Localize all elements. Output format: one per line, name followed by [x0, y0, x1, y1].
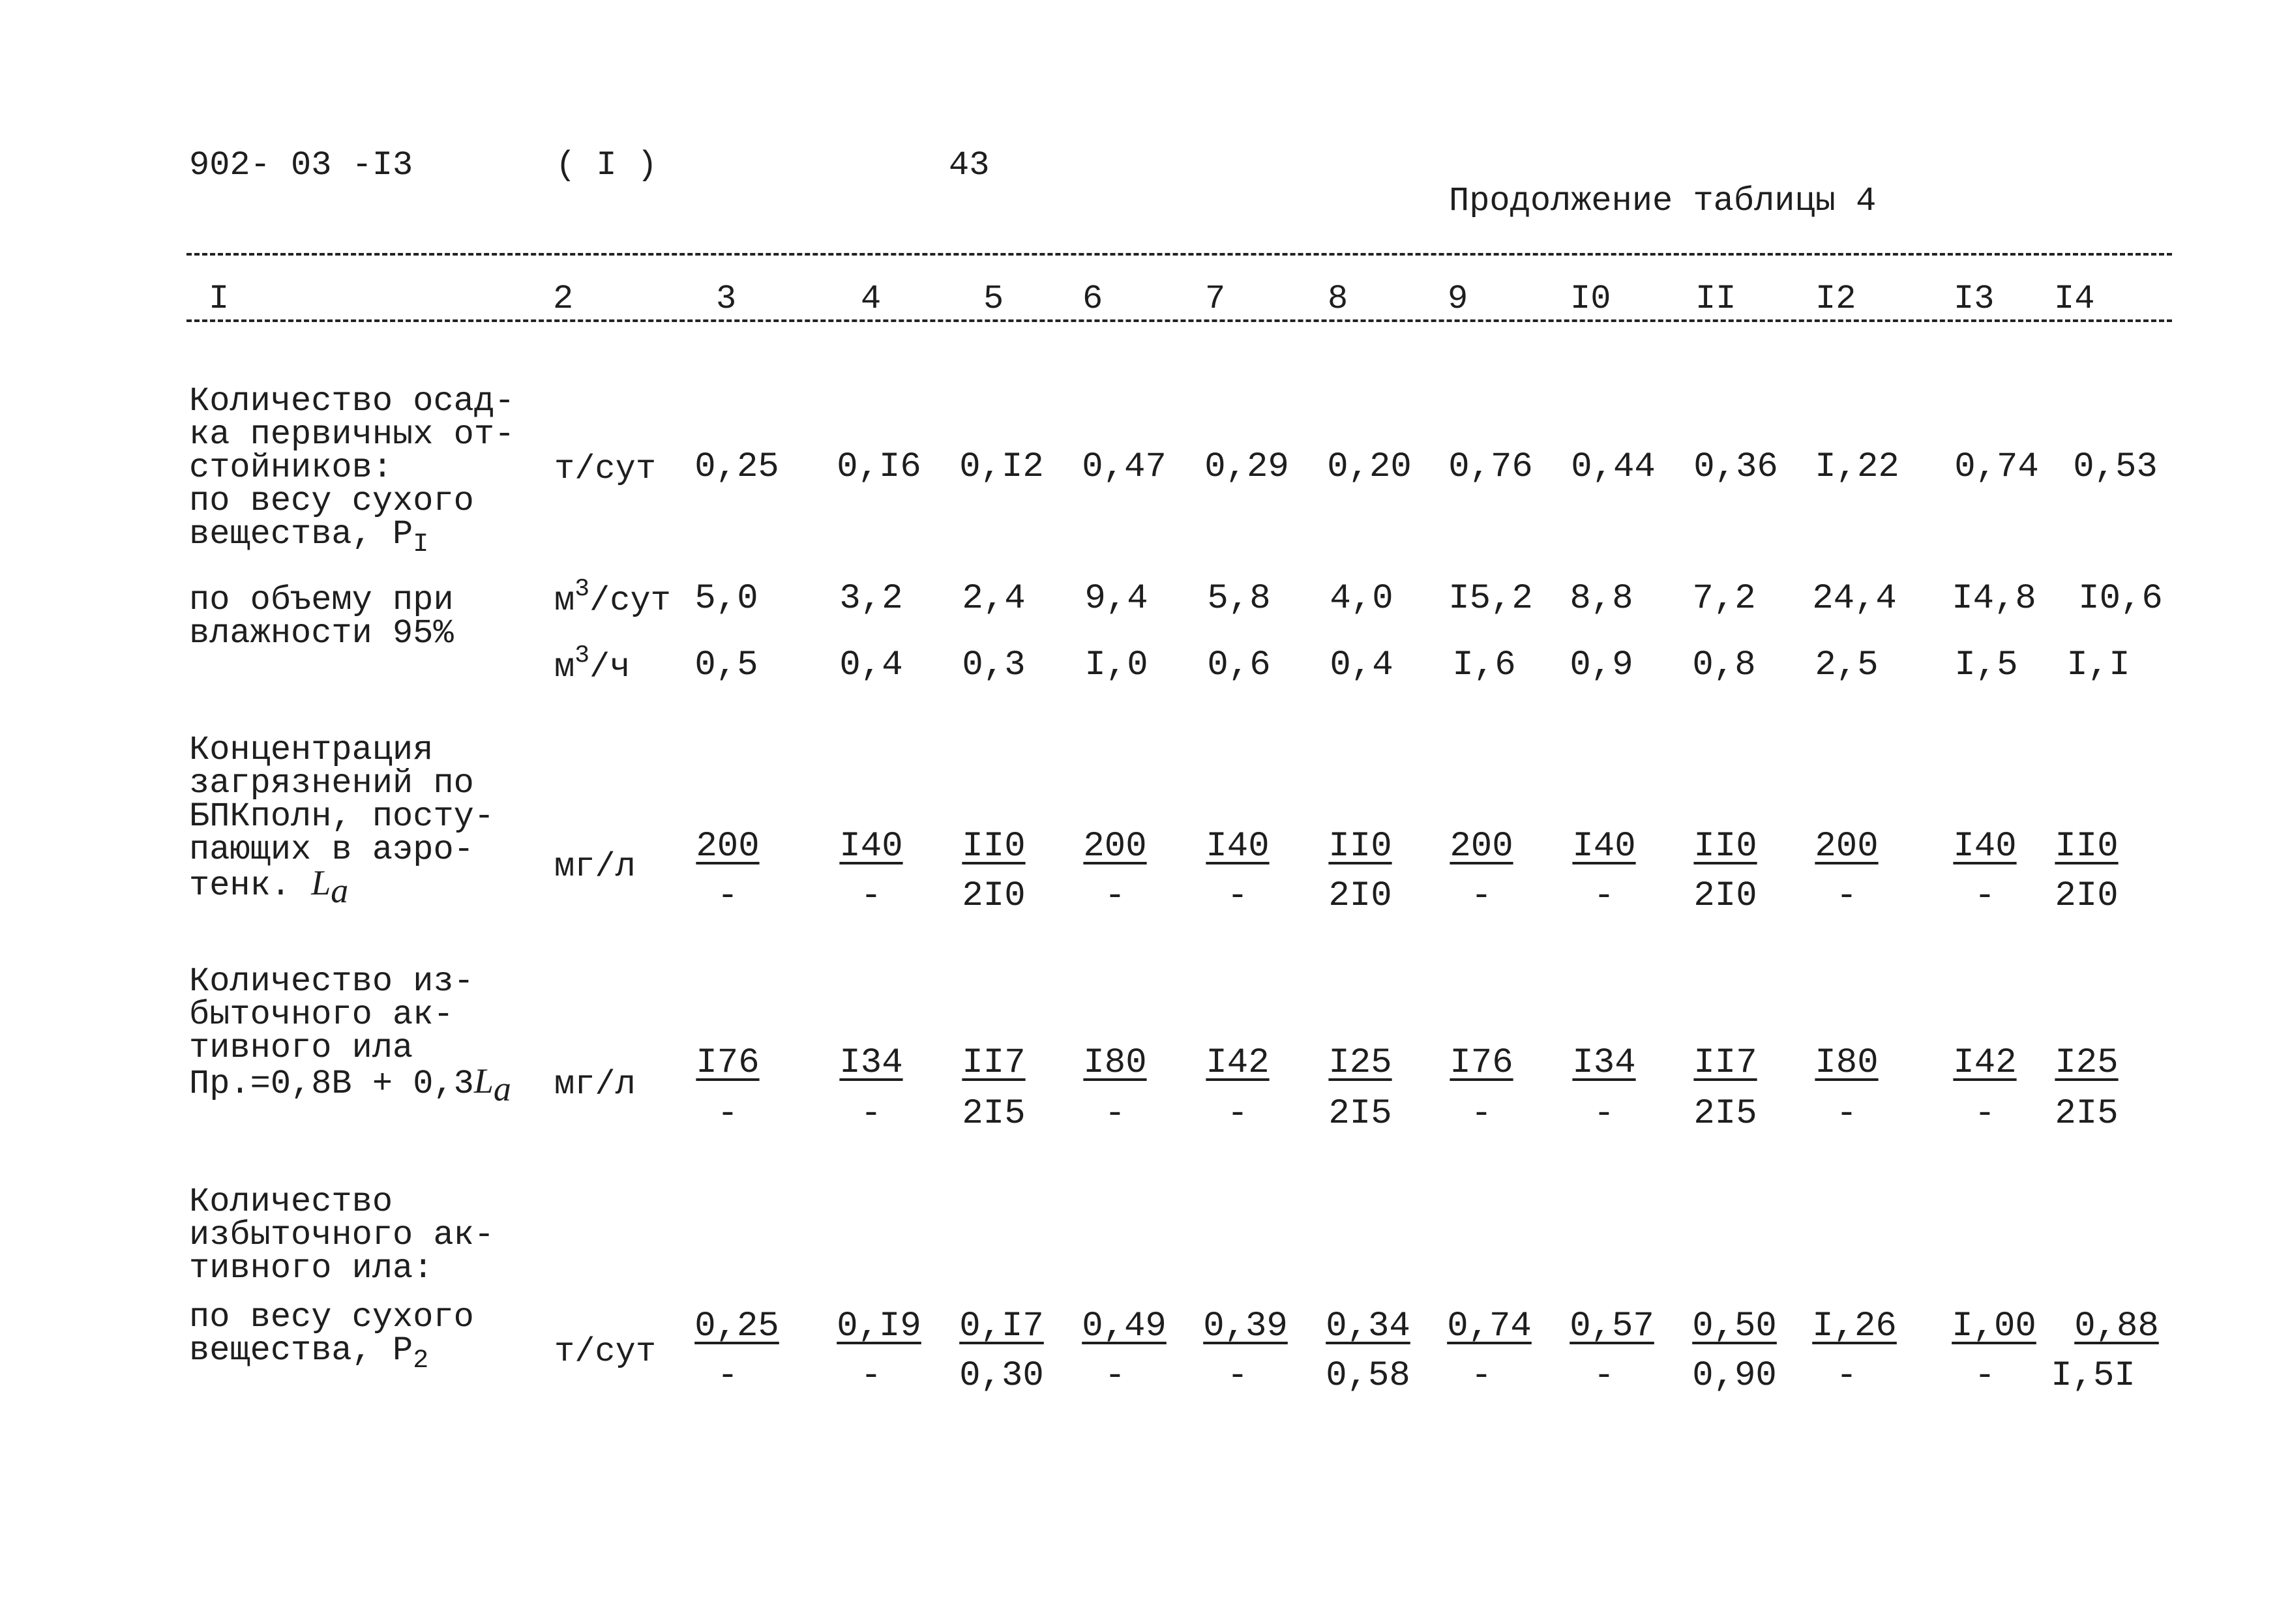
- column-number: 4: [861, 280, 882, 318]
- fraction-denominator: -: [1593, 876, 1615, 916]
- fraction-denominator: I,5I: [2051, 1356, 2136, 1396]
- fraction-denominator: -: [1836, 876, 1858, 916]
- column-number: I0: [1570, 280, 1611, 318]
- fraction-numerator: I25: [2055, 1043, 2119, 1083]
- fraction-numerator: I42: [1953, 1043, 2017, 1083]
- fraction-denominator: 2I5: [2055, 1094, 2119, 1134]
- fraction-denominator: 0,58: [1326, 1356, 1410, 1396]
- label-subscript: 2: [413, 1346, 429, 1376]
- fraction-numerator: 0,50: [1692, 1307, 1777, 1346]
- fraction-numerator: I,00: [1952, 1307, 2036, 1346]
- table-cell: I,6: [1452, 645, 1516, 685]
- fraction-denominator: -: [1974, 876, 1996, 916]
- fraction-denominator: 2I0: [962, 876, 1026, 916]
- label-line: влажности 95%: [189, 614, 454, 653]
- fraction-denominator: 0,90: [1692, 1356, 1777, 1396]
- fraction-denominator: -: [1104, 876, 1126, 916]
- fraction-denominator: -: [1104, 1356, 1126, 1396]
- table-cell: 0,20: [1327, 447, 1412, 487]
- fraction-numerator: I76: [1450, 1043, 1513, 1083]
- table-cell: 0,36: [1693, 447, 1778, 487]
- fraction-numerator: I42: [1206, 1043, 1270, 1083]
- table-cell: 2,4: [962, 579, 1026, 619]
- fraction-numerator: II7: [962, 1043, 1026, 1083]
- column-number: 7: [1205, 280, 1226, 318]
- table-cell: 0,I6: [837, 447, 921, 487]
- table-cell: 7,2: [1692, 579, 1756, 619]
- table-cell: 0,47: [1082, 447, 1167, 487]
- label-symbol: L: [473, 1061, 494, 1100]
- unit-mg-per-l: мг/л: [554, 1065, 636, 1104]
- column-number: I2: [1815, 280, 1856, 318]
- fraction-numerator: 200: [1815, 827, 1879, 866]
- row-label-concentration: [189, 731, 495, 910]
- fraction-denominator: -: [1227, 1356, 1249, 1396]
- label-subscript: I: [413, 530, 429, 559]
- table-cell: I,0: [1084, 645, 1148, 685]
- label-line: тивного ила:: [189, 1249, 434, 1288]
- table-cell: 0,44: [1571, 447, 1656, 487]
- label-line: загрязнений по: [189, 764, 474, 803]
- fraction-denominator: -: [860, 876, 882, 916]
- table-cell: 0,53: [2073, 447, 2158, 487]
- label-line: вещества, P: [189, 1331, 413, 1370]
- fraction-denominator: -: [1470, 1356, 1493, 1396]
- fraction-denominator: -: [1470, 1094, 1493, 1134]
- fraction-numerator: I80: [1083, 1043, 1147, 1083]
- unit-t-per-day: т/сут: [554, 1333, 657, 1371]
- table-cell: 0,5: [694, 645, 758, 685]
- table-cell: 0,8: [1692, 645, 1756, 685]
- column-number: I4: [2054, 280, 2095, 318]
- table-cell: 0,4: [839, 645, 903, 685]
- fraction-numerator: 0,57: [1570, 1307, 1654, 1346]
- fraction-numerator: 200: [696, 827, 760, 866]
- fraction-denominator: -: [1227, 1094, 1249, 1134]
- fraction-denominator: -: [1974, 1094, 1996, 1134]
- fraction-denominator: -: [1470, 876, 1493, 916]
- fraction-denominator: 2I0: [2055, 876, 2119, 916]
- table-cell: 0,9: [1570, 645, 1633, 685]
- fraction-numerator: 0,I7: [959, 1307, 1044, 1346]
- table-cell: 0,4: [1330, 645, 1393, 685]
- fraction-numerator: I40: [1572, 827, 1636, 866]
- fraction-numerator: II0: [962, 827, 1026, 866]
- table-cell: 8,8: [1570, 579, 1633, 619]
- table-cell: I4,8: [1952, 579, 2036, 619]
- fraction-denominator: -: [1593, 1356, 1615, 1396]
- table-top-rule: [186, 253, 2172, 256]
- fraction-denominator: -: [1104, 1094, 1126, 1134]
- table-cell: 9,4: [1084, 579, 1148, 619]
- unit-m3-per-day: $м^3$/сут: [554, 575, 671, 620]
- fraction-denominator: -: [1836, 1356, 1858, 1396]
- fraction-denominator: 2I0: [1693, 876, 1757, 916]
- table-cell: I,I: [2066, 645, 2130, 685]
- table-cell: 0,3: [962, 645, 1026, 685]
- fraction-numerator: 0,74: [1447, 1307, 1532, 1346]
- table-cell: 5,8: [1207, 579, 1271, 619]
- fraction-numerator: 0,88: [2074, 1307, 2159, 1346]
- fraction-numerator: I40: [839, 827, 903, 866]
- column-number: II: [1695, 280, 1736, 318]
- row-label-excess-sludge-formula: [189, 962, 511, 1108]
- table-cell: 0,6: [1207, 645, 1271, 685]
- fraction-numerator: II0: [1328, 827, 1392, 866]
- label-line: Количество: [189, 1183, 393, 1221]
- fraction-numerator: I34: [839, 1043, 903, 1083]
- document-part: ( I ): [556, 146, 658, 185]
- column-number: 3: [716, 280, 737, 318]
- table-cell: 0,29: [1204, 447, 1289, 487]
- label-line: Пр.=0,8В + 0,3: [189, 1065, 474, 1103]
- fraction-numerator: 0,I9: [837, 1307, 921, 1346]
- fraction-numerator: 200: [1450, 827, 1513, 866]
- column-number: 6: [1082, 280, 1103, 318]
- label-line: по весу сухого: [189, 1298, 474, 1336]
- table-cell: I,5: [1954, 645, 2018, 685]
- column-number: 9: [1448, 280, 1468, 318]
- label-line: быточного ак-: [189, 996, 454, 1034]
- label-line: Количество осад-: [189, 382, 515, 421]
- fraction-denominator: 2I5: [1693, 1094, 1757, 1134]
- row-label-excess-sludge-weight: [189, 1298, 474, 1376]
- document-code: 902- 03 -I3: [189, 146, 413, 185]
- fraction-denominator: 2I0: [1328, 876, 1392, 916]
- fraction-denominator: -: [1836, 1094, 1858, 1134]
- table-cell: 2,5: [1815, 645, 1879, 685]
- label-symbol-subscript: a: [493, 1069, 511, 1108]
- label-line: пающих в аэро-: [189, 831, 474, 869]
- label-line: стойников:: [189, 449, 393, 487]
- fraction-denominator: -: [1593, 1094, 1615, 1134]
- column-number: I: [209, 280, 230, 318]
- label-line: Концентрация: [189, 731, 434, 769]
- fraction-numerator: 0,25: [694, 1307, 779, 1346]
- unit-mg-per-l: мг/л: [554, 848, 636, 886]
- fraction-denominator: -: [1974, 1356, 1996, 1396]
- page-number: 43: [949, 146, 990, 185]
- label-line: тенк.: [189, 866, 312, 905]
- table-cell: I0,6: [2078, 579, 2163, 619]
- label-line: БПКполн, посту-: [189, 797, 495, 836]
- label-line: вещества, P: [189, 515, 413, 554]
- column-number: 8: [1328, 280, 1348, 318]
- table-cell: 5,0: [694, 579, 758, 619]
- fraction-numerator: 200: [1083, 827, 1147, 866]
- fraction-numerator: I40: [1953, 827, 2017, 866]
- label-symbol-subscript: a: [331, 871, 349, 910]
- table-cell: 24,4: [1812, 579, 1897, 619]
- column-number: 2: [553, 280, 574, 318]
- fraction-denominator: 0,30: [959, 1356, 1044, 1396]
- fraction-denominator: -: [860, 1356, 882, 1396]
- row-label-excess-sludge-heading: [189, 1183, 495, 1288]
- table-cell: 0,I2: [959, 447, 1044, 487]
- fraction-numerator: I,26: [1812, 1307, 1897, 1346]
- fraction-numerator: 0,49: [1082, 1307, 1167, 1346]
- fraction-numerator: II7: [1693, 1043, 1757, 1083]
- unit-m3-per-hour: $м^3/ч$: [554, 642, 631, 687]
- fraction-numerator: II0: [1693, 827, 1757, 866]
- fraction-numerator: 0,34: [1326, 1307, 1410, 1346]
- label-line: по весу сухого: [189, 482, 474, 520]
- table-continuation-title: Продолжение таблицы 4: [1449, 182, 1877, 220]
- table-header-rule: [186, 319, 2172, 322]
- label-line: по объему при: [189, 581, 454, 619]
- label-line: Количество из-: [189, 962, 474, 1001]
- row-label-volume: [189, 581, 454, 653]
- label-symbol: L: [311, 863, 331, 902]
- fraction-numerator: I25: [1328, 1043, 1392, 1083]
- label-line: ка первичных от-: [189, 415, 515, 454]
- table-cell: 0,25: [694, 447, 779, 487]
- table-cell: 3,2: [839, 579, 903, 619]
- table-cell: 0,74: [1954, 447, 2039, 487]
- row-label-sediment: [189, 382, 515, 559]
- unit-t-per-day: т/сут: [554, 450, 657, 488]
- fraction-denominator: 2I5: [1328, 1094, 1392, 1134]
- table-cell: 4,0: [1330, 579, 1393, 619]
- fraction-numerator: I80: [1815, 1043, 1879, 1083]
- fraction-denominator: -: [1227, 876, 1249, 916]
- fraction-numerator: I76: [696, 1043, 760, 1083]
- column-number: 5: [983, 280, 1004, 318]
- fraction-denominator: -: [860, 1094, 882, 1134]
- fraction-denominator: -: [717, 1094, 739, 1134]
- table-cell: I,22: [1815, 447, 1899, 487]
- fraction-denominator: -: [717, 1356, 739, 1396]
- table-cell: I5,2: [1448, 579, 1533, 619]
- label-line: тивного ила: [189, 1029, 413, 1067]
- fraction-numerator: 0,39: [1203, 1307, 1288, 1346]
- label-line: избыточного ак-: [189, 1216, 495, 1254]
- fraction-numerator: I40: [1206, 827, 1270, 866]
- fraction-numerator: II0: [2055, 827, 2119, 866]
- fraction-denominator: 2I5: [962, 1094, 1026, 1134]
- column-number: I3: [1954, 280, 1995, 318]
- fraction-numerator: I34: [1572, 1043, 1636, 1083]
- fraction-denominator: -: [717, 876, 739, 916]
- table-cell: 0,76: [1448, 447, 1533, 487]
